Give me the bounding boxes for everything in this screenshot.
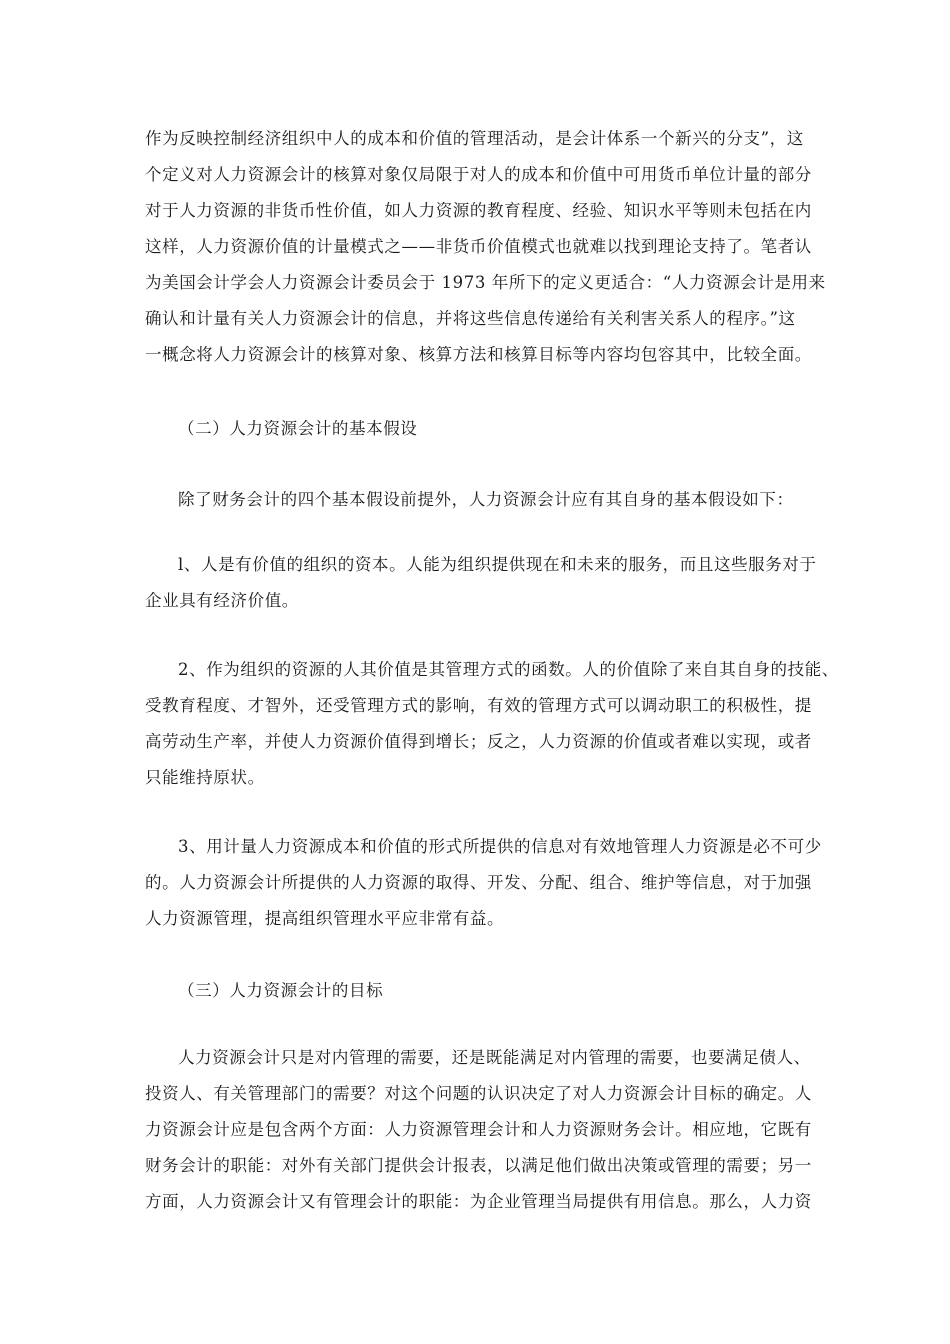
text-line: l、人是有价值的组织的资本。人能为组织提供现在和未来的服务，而且这些服务对于 xyxy=(178,555,817,574)
text-line: 高劳动生产率，并使人力资源价值得到增长；反之，人力资源的价值或者难以实现，或者 xyxy=(145,732,812,751)
text-line: 这样，人力资源价值的计量模式之——非货币价值模式也就难以找到理论支持了。笔者认 xyxy=(145,237,812,256)
text-line: 人力资源管理，提高组织管理水平应非常有益。 xyxy=(145,909,505,928)
text-line: 人力资源会计只是对内管理的需要，还是既能满足对内管理的需要，也要满足债人、 xyxy=(178,1048,811,1067)
text-line: 只能维持原状。 xyxy=(145,768,265,787)
text-line: 一概念将人力资源会计的核算对象、核算方法和核算目标等内容均包容其中，比较全面。 xyxy=(145,345,812,364)
text-line: 对于人力资源的非货币性价值，如人力资源的教育程度、经验、知识水平等则未包括在内 xyxy=(145,201,812,220)
text-line: 3、用计量人力资源成本和价值的形式所提供的信息对有效地管理人力资源是必不可少 xyxy=(178,837,822,856)
text-line: 确认和计量有关人力资源会计的信息，并将这些信息传递给有关利害关系人的程序。”这 xyxy=(145,309,796,328)
text-line: 财务会计的职能：对外有关部门提供会计报表，以满足他们做出决策或管理的需要；另一 xyxy=(145,1156,812,1175)
text-line: 为美国会计学会人力资源会计委员会于 1973 年所下的定义更适合：“人力资源会计是用来 xyxy=(145,273,826,292)
text-line: 作为反映控制经济组织中人的成本和价值的管理活动，是会计体系一个新兴的分支”，这 xyxy=(145,129,804,148)
text-line: 受教育程度、才智外，还受管理方式的影响，有效的管理方式可以调动职工的积极性，提 xyxy=(145,696,812,715)
paragraph-assumption-intro: 除了财务会计的四个基本假设前提外，人力资源会计应有其自身的基本假设如下： xyxy=(178,490,794,509)
text-line: 方面，人力资源会计又有管理会计的职能：为企业管理当局提供有用信息。那么，人力资 xyxy=(145,1192,812,1211)
text-line: 企业具有经济价值。 xyxy=(145,591,299,610)
text-line: 2、作为组织的资源的人其价值是其管理方式的函数。人的价值除了来自其自身的技能、 xyxy=(178,660,839,679)
section-heading-objectives: （三）人力资源会计的目标 xyxy=(178,981,384,1000)
text-line: 的。人力资源会计所提供的人力资源的取得、开发、分配、组合、维护等信息，对于加强 xyxy=(145,873,812,892)
section-heading-basic-assumptions: （二）人力资源会计的基本假设 xyxy=(178,419,418,438)
text-line: 投资人、有关管理部门的需要？对这个问题的认识决定了对人力资源会计目标的确定。人 xyxy=(145,1084,812,1103)
text-line: 个定义对人力资源会计的核算对象仅局限于对人的成本和价值中可用货币单位计量的部分 xyxy=(145,165,812,184)
text-line: 力资源会计应是包含两个方面：人力资源管理会计和人力资源财务会计。相应地，它既有 xyxy=(145,1120,812,1139)
